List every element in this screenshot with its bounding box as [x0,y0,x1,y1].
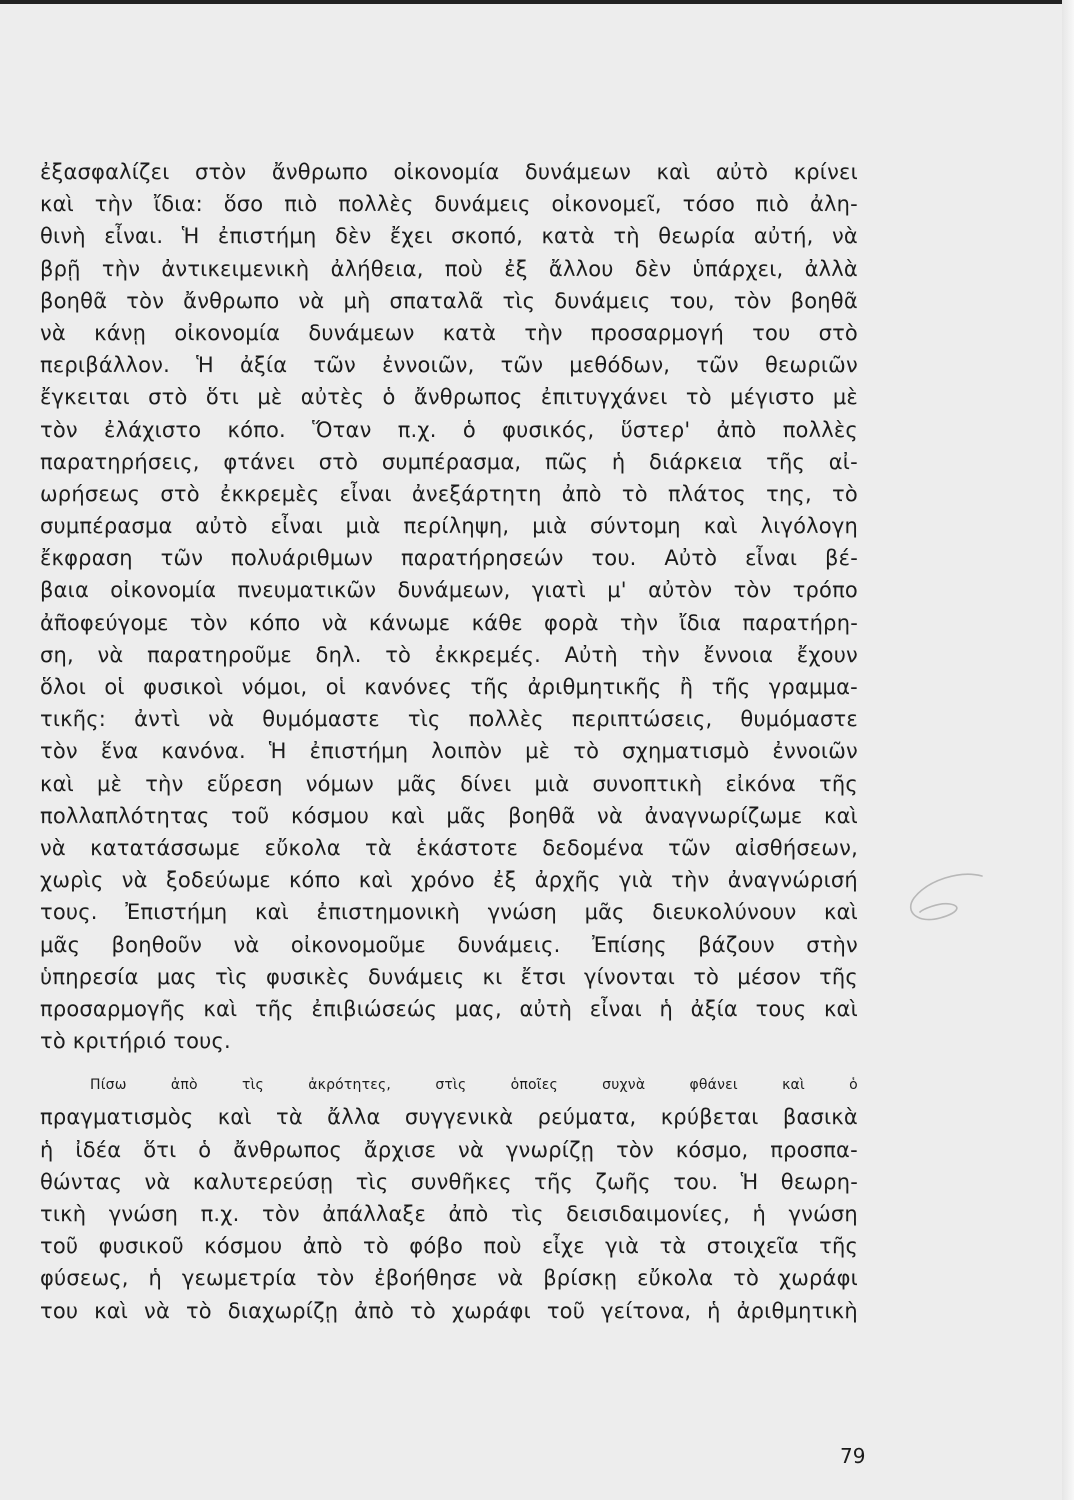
text-line: τοῦ φυσικοῦ κόσμου ἀπὸ τὸ φόβο ποὺ εἶχε γιὰ τὰ στοιχεῖα τῆς [40,1234,858,1259]
text-line: νὰ κάνῃ οἰκονομία δυνάμεων κατὰ τὴν προσαρμογή του στὸ [40,320,858,345]
text-line: βρῇ τὴν ἀντικειμενικὴ ἀλήθεια, ποὺ ἐξ ἄλλου δὲν ὑπάρχει, ἀλλὰ [40,256,858,281]
text-line: πραγματισμὸς καὶ τὰ ἄλλα συγγενικὰ ρεύματα, κρύβεται βασικὰ [40,1105,858,1130]
text-line: ὅλοι οἱ φυσικοὶ νόμοι, οἱ κανόνες τῆς ἀριθμητικῆς ἢ τῆς γραμμα- [40,675,858,699]
text-line: μᾶς βοηθοῦν νὰ οἰκονομοῦμε δυνάμεις. Ἐπίσης βάζουν στὴν [40,932,858,957]
text-line: βαια οἰκονομία πνευματικῶν δυνάμεων, γιατὶ μ' αὐτὸν τὸν τρόπο [40,578,858,603]
text-line: τὸν ἕνα κανόνα. Ἡ ἐπιστήμη λοιπὸν μὲ τὸ σχηματισμὸ ἐννοιῶν [40,739,858,764]
paragraph [40,1069,858,1327]
scan-top-edge [0,0,1074,4]
page-number: 79 [840,1444,866,1468]
text-line: τικὴ γνώση π.χ. τὸν ἀπάλλαξε ἀπὸ τὶς δεισιδαιμονίες, ἡ γνώση [40,1202,858,1226]
text-line: ἔκφραση τῶν πολυάριθμων παρατήρησεών του. Αὐτὸ εἶναι βέ- [40,546,858,571]
pencil-annotation-mark [900,868,990,928]
text-line: παρατηρήσεις, φτάνει στὸ συμπέρασμα, πῶς ἡ διάρκεια τῆς αἰ- [40,449,858,474]
body-text [40,156,858,1327]
text-line: νὰ κατατάσσωμε εὔκολα τὰ ἑκάστοτε δεδομένα τῶν αἰσθήσεων, [40,835,858,860]
text-line: ση, νὰ παρατηροῦμε δηλ. τὸ ἐκκρεμές. Αὐτὴ τὴν ἔννοια ἔχουν [40,642,858,667]
paragraph-gap [40,1057,858,1069]
text-line: του καὶ νὰ τὸ διαχωρίζῃ ἀπὸ τὸ χωράφι τοῦ γείτονα, ἡ ἀριθμητικὴ [40,1298,858,1323]
scan-right-edge [1062,0,1074,1500]
text-line: ἔγκειται στὸ ὅτι μὲ αὐτὲς ὁ ἄνθρωπος ἐπιτυγχάνει τὸ μέγιστο μὲ [40,385,858,410]
text-line: ἀπ͂οφεύγομε τὸν κόπο νὰ κάνωμε κάθε φορὰ τὴν ἴδια παρατήρη- [40,610,858,635]
text-line: χωρὶς νὰ ξοδεύωμε κόπο καὶ χρόνο ἐξ ἀρχῆς γιὰ τὴν ἀναγνώρισή [40,868,858,893]
text-line: τὸν ἐλάχιστο κόπο. Ὅταν π.χ. ὁ φυσικός, ὕστερ' ἀπὸ πολλὲς [40,417,858,442]
text-line: περιβάλλον. Ἡ ἀξία τῶν ἐννοιῶν, τῶν μεθόδων, τῶν θεωριῶν [40,353,858,378]
paragraph [40,156,858,1057]
text-line: θώντας νὰ καλυτερεύσῃ τὶς συνθῆκες τῆς ζωῆς του. Ἡ θεωρη- [40,1169,858,1194]
text-line: συμπέρασμα αὐτὸ εἶναι μιὰ περίληψη, μιὰ σύντομη καὶ λιγόλογη [40,514,858,539]
text-line: καὶ μὲ τὴν εὕρεση νόμων μᾶς δίνει μιὰ συνοπτικὴ εἰκόνα τῆς [40,771,858,796]
text-line: τικῆς: ἀντὶ νὰ θυμόμαστε τὶς πολλὲς περιπτώσεις, θυμόμαστε [40,707,858,732]
text-line: φύσεως, ἡ γεωμετρία τὸν ἐβοήθησε νὰ βρίσκῃ εὔκολα τὸ χωράφι [40,1266,858,1291]
text-line: ὑπηρεσία μας τὶς φυσικὲς δυνάμεις κι ἔτσι γίνονται τὸ μέσον τῆς [40,964,858,989]
text-line: προσαρμογῆς καὶ τῆς ἐπιβιώσεώς μας, αὐτὴ εἶναι ἡ ἀξία τους καὶ [40,996,858,1021]
text-line: ἡ ἰδέα ὅτι ὁ ἄνθρωπος ἄρχισε νὰ γνωρίζῃ τὸν κόσμο, προσπα- [40,1137,858,1162]
text-line: τους. Ἐπιστήμη καὶ ἐπιστημονικὴ γνώση μᾶς διευκολύνουν καὶ [40,900,858,925]
text-line: καὶ τὴν ἴδια: ὅσο πιὸ πολλὲς δυνάμεις οἰκονομεῖ, τόσο πιὸ ἀλη- [40,192,858,217]
text-line: ἐξασφαλίζει στὸν ἄνθρωπο οἰκονομία δυνάμεων καὶ αὐτὸ κρίνει [40,160,858,184]
text-line: τὸ κριτήριό τους. [40,1029,231,1054]
text-line: ωρήσεως στὸ ἐκκρεμὲς εἶναι ἀνεξάρτητη ἀπὸ τὸ πλάτος της, τὸ [40,481,858,506]
text-line: βοηθᾶ τὸν ἄνθρωπο νὰ μὴ σπαταλᾶ τὶς δυνάμεις του, τὸν βοηθᾶ [40,288,858,313]
text-line: θινὴ εἶναι. Ἡ ἐπιστήμη δὲν ἔχει σκοπό, κατὰ τὴ θεωρία αὐτή, νὰ [40,224,858,249]
text-line: πολλαπλότητας τοῦ κόσμου καὶ μᾶς βοηθᾶ νὰ ἀναγνωρίζωμε καὶ [40,803,858,828]
text-line: Πίσω ἀπὸ τὶς ἀκρότητες, στὶς ὁποῖες συχνὰ φθάνει καὶ ὁ [90,1077,858,1094]
